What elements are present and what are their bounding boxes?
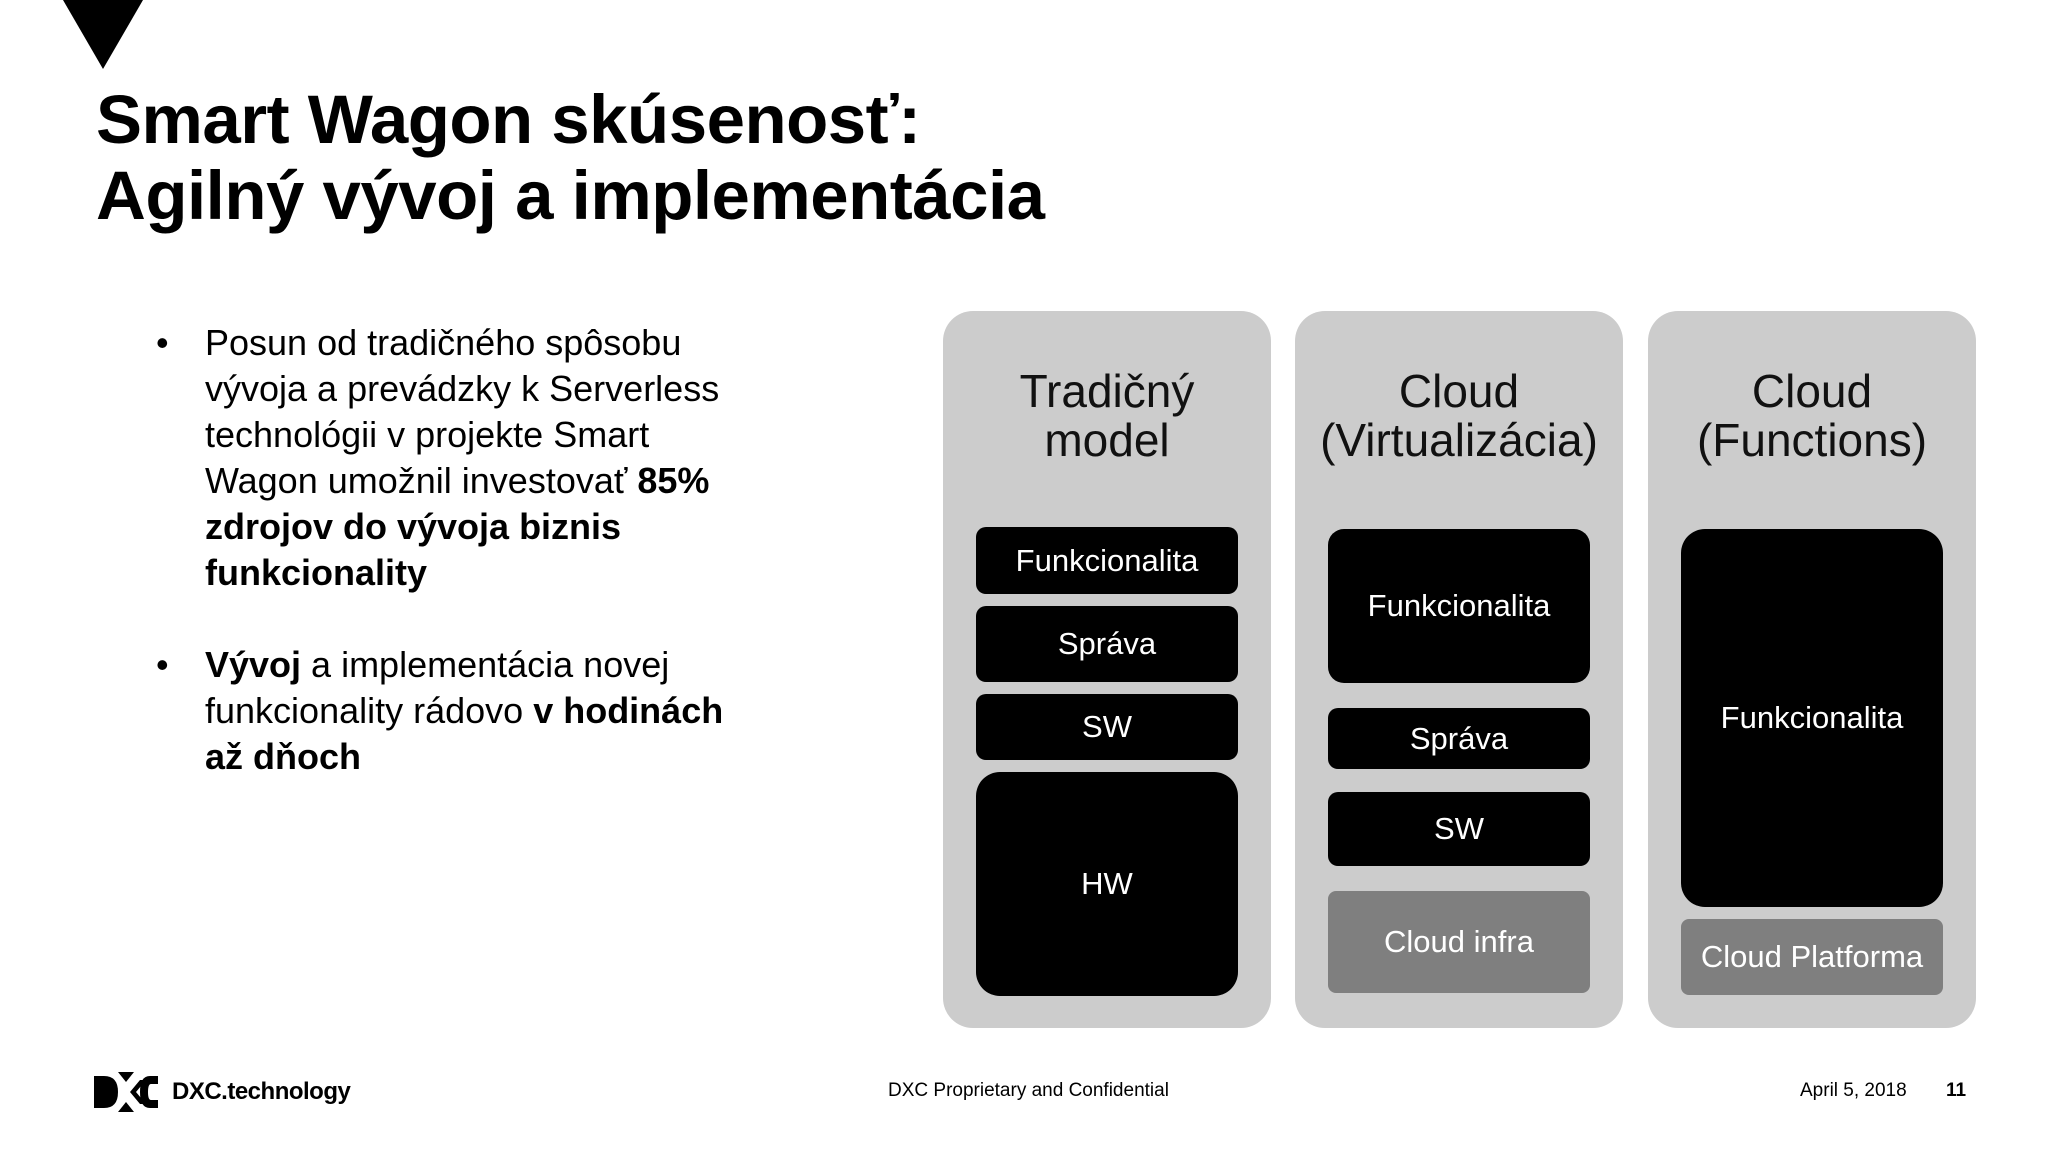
bullet-1-line-2: vývoja a prevádzky k Serverless (205, 368, 720, 409)
bullet-item-2 (150, 642, 790, 780)
bullet-2-bold-inline: v hodinách (533, 690, 724, 731)
bullet-dot: • (156, 644, 169, 685)
block-sprava: Správa (1328, 708, 1590, 769)
bullet-2-line-3: až dňoch (205, 736, 362, 777)
bullet-item-1 (150, 320, 790, 596)
title-line-1: Smart Wagon skúsenosť: (96, 81, 921, 158)
bullet-1-bold-line-2: funkcionality (205, 552, 428, 593)
footer-confidential: DXC Proprietary and Confidential (888, 1080, 1169, 1101)
column-title: Cloud (Virtualizácia) (1320, 365, 1598, 466)
column-title: Tradičný model (1019, 365, 1195, 466)
block-sw: SW (976, 694, 1238, 760)
bullet-list (150, 320, 790, 826)
slide-title (96, 82, 1045, 234)
title-line-2: Agilný vývoj a implementácia (96, 157, 1045, 234)
block-cloud-platforma: Cloud Platforma (1681, 919, 1943, 995)
block-hw: HW (976, 772, 1238, 996)
bullet-1-bold-percent: 85% (637, 460, 710, 501)
dxc-logo-icon (94, 1072, 158, 1112)
corner-triangle-decoration (63, 0, 143, 69)
column-cloud-virtualization (1295, 311, 1623, 1028)
bullet-2-line-1 (205, 642, 790, 688)
column-title: Cloud (Functions) (1696, 365, 1928, 466)
column-traditional (943, 311, 1271, 1028)
bullet-1-line-4 (205, 458, 790, 504)
bullet-1-line-1: Posun od tradičného spôsobu (205, 322, 682, 363)
logo-text: DXC.technology (172, 1078, 351, 1105)
block-funkcionalita: Funkcionalita (1681, 529, 1943, 907)
bullet-2-line-2 (205, 688, 790, 734)
block-sw: SW (1328, 792, 1590, 866)
bullet-1-line-4-text: Wagon umožnil investovať (205, 460, 638, 501)
footer-date: April 5, 2018 (1800, 1080, 1907, 1101)
bullet-2-text-1: a implementácia novej (301, 644, 670, 685)
bullet-2-text-2: funkcionality rádovo (205, 690, 534, 731)
bullet-1-line-3: technológii v projekte Smart (205, 414, 650, 455)
block-funkcionalita: Funkcionalita (976, 527, 1238, 594)
block-cloud-infra: Cloud infra (1328, 891, 1590, 993)
bullet-1-bold-line-1: zdrojov do vývoja biznis (205, 506, 622, 547)
block-funkcionalita: Funkcionalita (1328, 529, 1590, 683)
column-cloud-functions (1648, 311, 1976, 1028)
bullet-2-bold-start: Vývoj (205, 644, 302, 685)
bullet-dot: • (156, 322, 169, 363)
block-sprava: Správa (976, 606, 1238, 682)
page-number: 11 (1946, 1080, 1967, 1101)
dxc-logo (94, 1072, 350, 1112)
